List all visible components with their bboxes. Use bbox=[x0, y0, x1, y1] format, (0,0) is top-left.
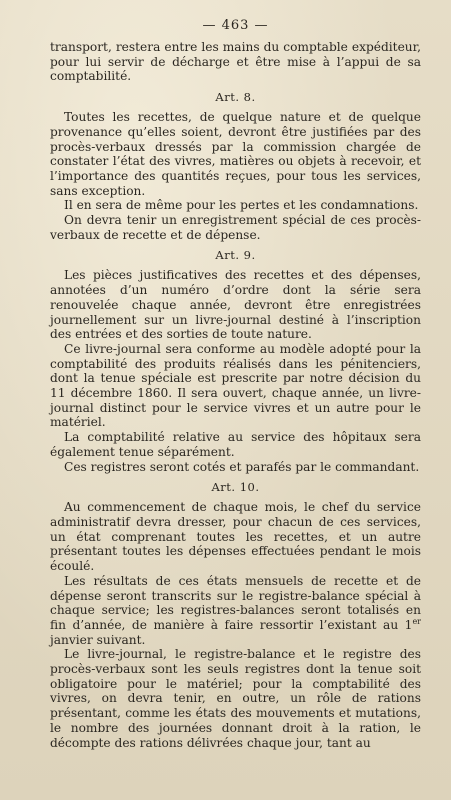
article-10-paragraph-2 bbox=[50, 574, 421, 648]
article-10-paragraph-3: Le livre-journal, le registre-balance et le registre des procès-verbaux sont les seuls registres dont la tenue soit obligatoire pour le matériel; pour la comptabilité des vivres, on devra tenir, en outre, un rôle de rations présentant, comme les états des mouvements et mutations, le nombre des journées donnant droit à la ration, le décompte des rations délivrées chaque jour, tant au bbox=[50, 647, 421, 750]
article-heading-10: Art. 10. bbox=[211, 480, 260, 495]
article-9-paragraph-1: Les pièces justificatives des recettes et des dépenses, annotées d’un numéro d’ordre dont la série sera renouvelée chaque année, devront être enregistrées journellement sur un livre-journal destiné à l’inscription des entrées et des sorties de toute nature. bbox=[50, 268, 421, 342]
article-9-paragraph-2: Ce livre-journal sera conforme au modèle adopté pour la comptabilité des produits réalisés dans les pénitenciers, dont la tenue spéciale est prescrite par notre décision du 11 décembre 1860. Il sera ouvert, chaque année, un livre-journal distinct pour le service vivres et un autre pour le matériel. bbox=[50, 341, 421, 430]
article-8-paragraph-1: Toutes les recettes, de quelque nature et de quelque provenance qu’elles soient, devront être justifiées par des procès-verbaux dressés par la commission chargée de constater l’état des vivres, matières ou objets à recevoir, et l’importance des quantités reçues, pour tous les services, sans exception. bbox=[50, 110, 421, 198]
article-9-paragraph-3: La comptabilité relative au service des hôpitaux sera également tenue séparément. bbox=[50, 430, 421, 459]
article-heading-9: Art. 9. bbox=[215, 248, 256, 263]
article-heading-8: Art. 8. bbox=[215, 90, 256, 105]
article-8-paragraph-2: Il en sera de même pour les pertes et les condamnations. bbox=[64, 198, 419, 213]
article-9-paragraph-4: Ces registres seront cotés et parafés par le commandant. bbox=[64, 459, 420, 474]
balance-text-before: Les résultats de ces états mensuels de recette et de dépense seront transcrits sur le registre-balance spécial à chaque service; les registres-balances seront totalisés en fin d’année, de manière à faire ressortir l’existant au 1 bbox=[50, 573, 421, 632]
balance-superscript: er bbox=[412, 616, 421, 626]
balance-text-after: janvier suivant. bbox=[50, 632, 146, 647]
page-number: — 463 — bbox=[202, 18, 269, 33]
article-10-paragraph-1: Au commencement de chaque mois, le chef du service administratif devra dresser, pour chacun de ces services, un état comprenant toutes les recettes, et un autre présentant toutes les dépenses effectuées pendant le mois écoulé. bbox=[50, 500, 421, 574]
intro-paragraph: transport, restera entre les mains du comptable expéditeur, pour lui servir de décharge et être mise à l’appui de sa comptabilité. bbox=[50, 40, 421, 84]
article-8-paragraph-3: On devra tenir un enregistrement spécial de ces procès-verbaux de recette et de dépense. bbox=[50, 213, 421, 242]
